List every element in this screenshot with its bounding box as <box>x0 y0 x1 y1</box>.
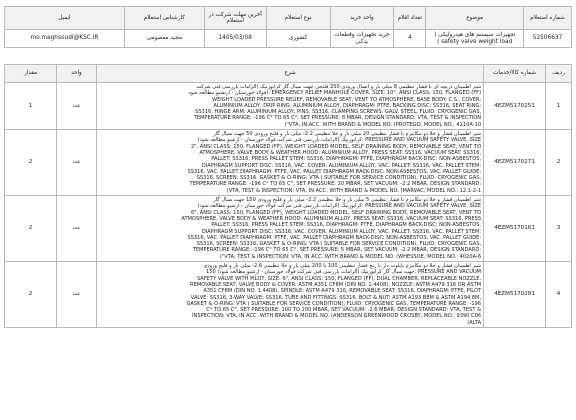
description-line: شیر اطمینان فشار و خلا دو مکانیزم با فشار تنظیمی 20 میلی بار و خلا تنظیمی 2.2- میلی بار و فلنج ورودی 50 جهت سیال گاز <box>213 131 482 138</box>
item-code: 4EZM5170271 <box>484 130 546 196</box>
inquiry-subject: تجهیزات سیستم های هیدرولیکی ( safety valve weight load ) <box>426 30 524 48</box>
description-line: C° TO 65 C°, SET PRESSURE: 100 TO 200 MBAR, SET VACUUM: -2.6 MBAR, DESIGN STANDARD: VTA, TEST & <box>206 307 482 314</box>
header-inquiry-no: شماره استعلام <box>524 7 572 30</box>
description-line: 2", ANSI CLASS: 150, FLANGED (FF), WEIGHT LOADED MODEL, SELF DRAINING BODY, REMOVABLE SEAT, VENT TO <box>190 143 482 150</box>
description-line: TEMPERATURE RANGE: -196 C° TO 65 C°, SET PRESSURE: 8 MBAR, DESIGN STANDARD: VTA, TEST & INSPECTION <box>193 115 482 122</box>
header-subject: موضوع <box>426 7 524 30</box>
item-quantity: 2 <box>5 130 57 196</box>
item-code: 4EZM5170251 <box>484 83 546 130</box>
description-line: کرایوژنیک (الزامات بازرسی فنی شرکت فولاد خوزستان - ارشیو مطالعه شود): PRESSURE AND VACUUM SAFETY VALVE, SIZE <box>197 203 482 210</box>
inquiry-number: 52506637 <box>524 30 572 48</box>
items-header-row <box>5 65 572 83</box>
description-line: SS316, VAC. PALLET DIAPHRAGM: PTFE, VAC. PALLET DIAPHRAGM BACK-DISC: NON-ASBESTOS, VAC. PALLET GUIDE: <box>187 168 482 175</box>
item-quantity: 1 <box>5 83 57 130</box>
description-line: ALUMINIUM ALLOY, DRIP RING: ALUMINIUM ALLOY, DIAPHRAGM: PTFE, BACKING DISC: SS316, SEAT RING: <box>213 102 482 109</box>
item-unit: عدد <box>56 83 96 130</box>
item-quantity: 2 <box>5 196 57 262</box>
header-description: شرح <box>96 65 483 83</box>
description-line: کرایوژنیک (الزامات بازرسی فنی شرکت فولاد خوزستان - ارشیو مطالعه شود): PRESSURE AND VACUUM SAFETY VALVE, SIZE <box>197 137 482 144</box>
description-line: DIAPHRAGM SUPPORT DISC: SS316, VAC. COVER: ALUMINIUM ALLOY, VAC. PALLET: SS316, VAC. PALLET STEM: <box>201 228 482 235</box>
table-row <box>5 196 572 262</box>
header-inquiry-type: نوع استعلام <box>266 7 330 30</box>
description-line: (ALTA <box>467 319 482 326</box>
inquiry-item-count: 4 <box>394 30 426 48</box>
header-row-number: ردیف <box>546 65 572 83</box>
description-line: ("VTA, TEST & INSPECTION: VTA, IN ACC. WITH BRAND & MODEL NO. (WHESSOE, MODEL NO.: 4020A-6 <box>219 253 482 260</box>
description-line: ATMOSPHERE, VALVE BODY & WEATHER HOOD: ALUMINIUM ALLOY, PRESS SEAT: SS316, VACUUM SEAT: SS316, <box>199 149 482 156</box>
description-line: DIAPHRAGM SUPPORT DISC: SS316, VAC. COVER: ALUMINIUM ALLOY, VAC. PALLET: SS316, VAC. PALLET STEM: <box>201 162 482 169</box>
description-line: SS316, HINGE ARM: ALUMINIUM ALLOY, PINS: SS316, CLAMPING SCREWS: GALV. STEEL, FLUID: CRYOGENIC GAS, <box>195 109 482 116</box>
description-line: REMOVABLE SEAT, VALVE BODY & COVER: ASTM A351 CF8M (DIN NO. 1.4408), NOZZLE: ASTM A479 316 OR ASTM <box>190 281 482 288</box>
description-line: فولاد خوزستان - ارتشیو مطالعه شود): EMERGENCY RELIEF MANHOLE COVER, SIZE: 10", ANSI CLASS: 150, FLANGED (FF) <box>188 90 482 97</box>
inquiry-deadline: 1405/03/08 <box>204 30 266 48</box>
inquiry-summary-table <box>4 6 572 48</box>
description-line: ATMOSPHERE, VALVE BODY & WEATHER HOOD: ALUMINIUM ALLOY, PRESS SEAT: SS316, VACUUM SEAT: SS316, PRESS <box>181 215 482 222</box>
table-row <box>5 262 572 328</box>
description-line: (VTA, TEST & INSPECTION: VTA, IN ACC. WITH BRAND & MODEL NO. (MARVAC, MODEL NO.: 12.1-2-1 <box>226 187 482 194</box>
header-purchase-unit: واحد خرید <box>330 7 394 30</box>
description-line: ("VTA, IN ACC. WITH BRAND & MODEL NO. (PROTEGO, MODEL NO.: 4210A-10 <box>284 121 482 128</box>
description-line: SS316, SCREEN: SS316, GASKET & O-RING: VTA ( SUITABLE FOR SERVICE CONDITION), FLUID: CRYOGENIC GAS, <box>196 175 482 182</box>
header-deadline: آخرین مهلت شرکت در استعلام <box>204 7 266 30</box>
table-row <box>5 130 572 196</box>
item-code: 4EZM5170281 <box>484 262 546 328</box>
summary-data-row <box>5 30 572 48</box>
row-number: 1 <box>546 83 572 130</box>
row-number: 4 <box>546 262 572 328</box>
table-row <box>5 83 572 130</box>
header-expert: کارشناس استعلام <box>124 7 204 30</box>
description-line: PALLET: SS316, PRESS PALLET STEM: SS316, DIAPHRAGM: PTFE, DIAPHRAGM BACK-DISC: NON-ASBESTOS, <box>211 222 482 229</box>
row-number: 2 <box>546 130 572 196</box>
description-line: شیر اطمینان فشار و خلا دو مکانیزم با فشار تنظیمی 5 میلی بار و خلا تنظیمی 2.2- میلی بار و فلنج ورودی 150 جهت سیال گاز <box>213 197 482 204</box>
summary-header-row <box>5 7 572 30</box>
description-line: TEMPERATURE RANGE: -196 C° TO 65 C°, SET PRESSURE: 20 MBAR, SET VACUUM: -2.2 MBAR, DESIGN STANDARD: <box>189 181 482 188</box>
description-line: 6", ANSI CLASS: 150, FLANGED (FF), WEIGHT LOADED MODEL, SELF DRAINING BODY, REMOVABLE SEAT, VENT TO <box>190 209 482 216</box>
description-line: VALVE: SS316, 3-WAY VALVE: SS316, TUBE AND FITTINGS: SS316, BOLT & NUT: ASTM A193 B8M & ASTM A194 8M, <box>190 294 482 301</box>
item-unit: عدد <box>56 130 96 196</box>
description-line: شیر اطمینان دریچه ای با فشار تنظیمی 8 میلی بار و اتصال ورودی 250 فلنجی جهت سیال گاز کرایوژنیک (الزامات بازرسی فنی شرکت <box>196 84 482 90</box>
item-quantity: 2 <box>5 262 57 328</box>
item-unit: عدد <box>56 262 96 328</box>
description-line: SS316, VAC. PALLET DIAPHRAGM: PTFE, VAC. PALLET DIAPHRAGM BACK-DISC: NON-ASBESTOS, VAC. PALLET GUIDE: <box>187 234 482 241</box>
header-quantity: مقدار <box>5 65 57 83</box>
description-line: WEIGHT LOADED PRESSURE RELIEF, REMOVABLE SEAT, VENT TO ATMOSPHERE, BASE BODY: C.S., COVER: <box>212 96 482 103</box>
description-line: GASKET & O-RING: VTA ( SUITABLE FOR SERVICE CONDITION), FLUID: CRYOGENIC GAS, TEMPERATURE RANGE: -196 <box>186 300 482 307</box>
header-item-code: شماره کالا/خدمات <box>484 65 546 83</box>
items-table <box>4 64 572 328</box>
description-line: SS316, SCREEN: SS316, GASKET & O-RING: VTA ( SUITABLE FOR SERVICE CONDITION), FLUID: CRYOGENIC GAS, <box>196 241 482 248</box>
inquiry-type: کشوری <box>266 30 330 48</box>
description-line: 150 جهت سیال گاز کرایوژنیک (الزامات بازرسی فنی شرکت فولاد خوزستان - ارشیو مطالعه شود): PRESSURE AND VACUUM <box>206 269 482 276</box>
inquiry-expert: مجید معصومی <box>124 30 204 48</box>
item-unit: عدد <box>56 196 96 262</box>
item-description <box>96 83 483 130</box>
item-code: 4EZM5170161 <box>484 196 546 262</box>
header-email: ایمیل <box>5 7 125 30</box>
item-description <box>96 130 483 196</box>
description-line: TEMPERATURE RANGE: -196 C° TO 65 C°, SET PRESSURE: 5 MBAR, SET VACUUM: -2.2 MBAR, DESIGN STANDARD: <box>192 247 482 254</box>
item-description <box>96 262 483 328</box>
item-description <box>96 196 483 262</box>
description-line: شیر اطمینان فشار و خلا دو مکانیزم پایلوت دار با رنج فشار تنظیمی 100 تا 200 میلی بار و خلا تنظیمی 2.6- میلی بار و فلنج ورودی <box>203 263 482 270</box>
description-line: PALLET: SS316, PRESS PALLET STEM: SS316, DIAPHRAGM: PTFE, DIAPHRAGM BACK-DISC: NON-ASBESTOS, <box>211 156 482 163</box>
description-line: SAFETY VALVE WITH PILOT, SIZE: 6", ANSI CLASS: 150, FLANGED (FF), DUAL CHAMBER, REPLACEABLE NOZZLE, <box>196 275 482 282</box>
description-line: A351 CF8M (DIN NO. 1.4408), SPINDLE: ASTM A479 316, REMOVABLE SEAT: SS316, DIAPHRAGM: PTFE, PILOT <box>203 288 482 295</box>
header-item-count: تعداد اقلام <box>394 7 426 30</box>
header-unit: واحد <box>56 65 96 83</box>
inquiry-purchase-unit: خرید تجهیزات وقطعات یدکی <box>330 30 394 48</box>
inquiry-email: mo.maghsoudi@KSC.IR <box>5 30 125 48</box>
row-number: 3 <box>546 196 572 262</box>
description-line: INSPECTION: VTA, IN ACC. WITH BRAND & MODEL NO. (ANDERSON GREENWOOD CROSBY, MODEL NO.: 9390 C06 <box>192 313 482 320</box>
